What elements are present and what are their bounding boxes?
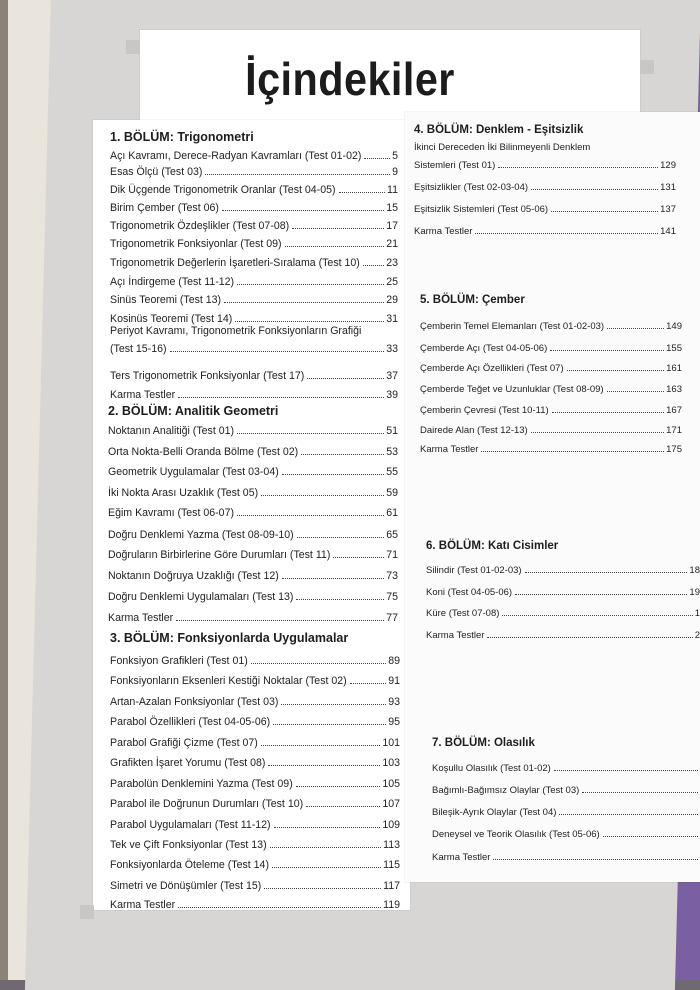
leader-dots xyxy=(264,888,381,889)
toc-entry xyxy=(110,757,400,769)
leader-dots xyxy=(531,432,664,433)
leader-dots xyxy=(170,351,385,352)
section-heading: 4. BÖLÜM: Denklem - Eşitsizlik xyxy=(414,124,584,136)
toc-entry-label: Birim Çember (Test 06) xyxy=(110,202,219,214)
toc-entry-label: Açı Kavramı, Derece-Radyan Kavramları (Test 01-02) xyxy=(110,150,362,162)
toc-entry-label: Geometrik Uygulamalar (Test 03-04) xyxy=(108,466,279,478)
toc-entry xyxy=(432,829,700,840)
toc-page-number: 163 xyxy=(666,384,682,395)
leader-dots xyxy=(270,847,382,848)
toc-page-number: 149 xyxy=(666,321,682,332)
toc-entry xyxy=(414,182,676,193)
leader-dots xyxy=(350,683,387,684)
toc-entry xyxy=(110,819,400,831)
leader-dots xyxy=(237,515,384,516)
toc-entry-label: Karma Testler xyxy=(420,444,479,455)
toc-page-number: 53 xyxy=(386,446,398,458)
toc-page-number: 115 xyxy=(383,859,400,871)
leader-dots xyxy=(292,228,384,229)
leader-dots xyxy=(493,859,698,860)
toc-page-number: 119 xyxy=(383,899,400,911)
leader-dots xyxy=(285,246,385,247)
toc-entry-label: Esas Ölçü (Test 03) xyxy=(110,166,203,178)
section-heading: 1. BÖLÜM: Trigonometri xyxy=(110,130,254,144)
toc-page-number: 25 xyxy=(386,276,398,288)
toc-page-number: 75 xyxy=(386,591,398,603)
toc-entry-label: Trigonometrik Değerlerin İşaretleri-Sıralama (Test 10) xyxy=(110,257,360,269)
leader-dots xyxy=(261,495,384,496)
toc-page-number: 71 xyxy=(386,549,398,561)
section-heading: 2. BÖLÜM: Analitik Geometri xyxy=(108,404,279,418)
toc-entry-label: Karma Testler xyxy=(108,612,174,624)
toc-entry xyxy=(110,343,398,355)
leader-dots xyxy=(582,792,698,793)
toc-entry xyxy=(420,321,682,332)
section-heading: 6. BÖLÜM: Katı Cisimler xyxy=(426,540,559,552)
leader-dots xyxy=(559,814,698,815)
toc-entry xyxy=(108,446,398,458)
page-title: İçindekiler xyxy=(245,53,455,105)
toc-entry xyxy=(420,405,682,416)
toc-page-number: 161 xyxy=(666,363,682,374)
leader-dots xyxy=(531,189,658,190)
toc-entry-label: Bileşik-Ayrık Olaylar (Test 04) xyxy=(432,807,557,818)
toc-entry-label: Kosinüs Teoremi (Test 14) xyxy=(110,313,233,325)
toc-entry xyxy=(110,716,400,728)
leader-dots xyxy=(364,158,390,159)
toc-page-number: 65 xyxy=(386,529,398,541)
toc-entry-label: Fonksiyon Grafikleri (Test 01) xyxy=(110,655,248,667)
toc-entry xyxy=(108,466,398,478)
leader-dots xyxy=(603,836,698,837)
toc-entry-label: Parabol Uygulamaları (Test 11-12) xyxy=(110,819,271,831)
toc-entry xyxy=(420,384,682,395)
section-heading: 5. BÖLÜM: Çember xyxy=(420,294,525,306)
leader-dots xyxy=(550,350,664,351)
toc-entry-label: Çemberin Çevresi (Test 10-11) xyxy=(420,405,549,416)
toc-entry-label: Karma Testler xyxy=(414,226,473,237)
leader-dots xyxy=(515,594,687,595)
toc-entry xyxy=(110,166,398,178)
toc-entry-label: Noktanın Doğruya Uzaklığı (Test 12) xyxy=(108,570,279,582)
toc-entry xyxy=(426,630,700,641)
leader-dots xyxy=(306,806,380,807)
leader-dots xyxy=(498,167,658,168)
toc-entry-label: Çemberde Teğet ve Uzunluklar (Test 08-09) xyxy=(420,384,604,395)
toc-entry-label-line1: Periyot Kavramı, Trigonometrik Fonksiyonların Grafiği xyxy=(110,325,362,337)
leader-dots xyxy=(552,412,664,413)
toc-entry xyxy=(432,852,700,863)
toc-entry-label: Dik Üçgende Trigonometrik Oranlar (Test 04-05) xyxy=(110,184,336,196)
toc-page-number: 91 xyxy=(388,675,400,687)
toc-entry-label: Noktanın Analitiği (Test 01) xyxy=(108,425,235,437)
leader-dots xyxy=(281,704,386,705)
toc-entry-label: Simetri ve Dönüşümler (Test 15) xyxy=(110,880,262,892)
toc-page-number: 2 xyxy=(694,630,700,641)
leader-dots xyxy=(274,827,381,828)
toc-entry-label: Trigonometrik Özdeşlikler (Test 07-08) xyxy=(110,220,290,232)
leader-dots xyxy=(224,302,384,303)
toc-page-number: 141 xyxy=(660,226,676,237)
toc-entry-label-line1: İkinci Dereceden İki Bilinmeyenli Denklem xyxy=(414,142,591,153)
toc-entry-label: Grafikten İşaret Yorumu (Test 08) xyxy=(110,757,266,769)
toc-page-number: 117 xyxy=(383,880,400,892)
toc-entry xyxy=(110,798,400,810)
toc-entry-label: Silindir (Test 01-02-03) xyxy=(426,565,522,576)
leader-dots xyxy=(502,615,692,616)
toc-entry-label: Tek ve Çift Fonksiyonlar (Test 13) xyxy=(110,839,267,851)
toc-entry xyxy=(108,591,398,603)
toc-entry xyxy=(110,389,398,401)
toc-entry-label: Karma Testler xyxy=(432,852,491,863)
toc-entry xyxy=(110,257,398,269)
toc-page-number: 93 xyxy=(388,696,400,708)
toc-entry xyxy=(108,507,398,519)
leader-dots xyxy=(296,599,384,600)
toc-entry-label: Doğruların Birbirlerine Göre Durumları (Test 11) xyxy=(108,549,331,561)
toc-entry xyxy=(426,608,700,619)
toc-entry xyxy=(426,565,700,576)
leader-dots xyxy=(475,233,658,234)
toc-page-number: 137 xyxy=(660,204,676,215)
toc-page-number: 9 xyxy=(392,166,398,178)
leader-dots xyxy=(176,620,384,621)
toc-entry xyxy=(108,549,398,561)
leader-dots xyxy=(261,745,381,746)
toc-entry-label: Açı İndirgeme (Test 11-12) xyxy=(110,276,235,288)
toc-page-number: 129 xyxy=(660,160,676,171)
toc-entry xyxy=(110,294,398,306)
toc-entry-label: (Test 15-16) xyxy=(110,343,167,355)
leader-dots xyxy=(282,474,384,475)
toc-entry-label: Parabol Özellikleri (Test 04-05-06) xyxy=(110,716,271,728)
toc-page-number: 59 xyxy=(386,487,398,499)
toc-page-number: 175 xyxy=(666,444,682,455)
leader-dots xyxy=(282,578,384,579)
toc-entry xyxy=(110,839,400,851)
toc-entry-label: Ters Trigonometrik Fonksiyonlar (Test 17) xyxy=(110,370,305,382)
toc-page-number: 17 xyxy=(386,220,398,232)
toc-entry xyxy=(108,570,398,582)
toc-entry-label: Eşitsizlikler (Test 02-03-04) xyxy=(414,182,529,193)
leader-dots xyxy=(237,433,384,434)
toc-entry-label: Küre (Test 07-08) xyxy=(426,608,500,619)
toc-entry xyxy=(110,737,400,749)
toc-entry xyxy=(432,807,700,818)
toc-page-number: 167 xyxy=(666,405,682,416)
toc-entry xyxy=(110,859,400,871)
toc-entry xyxy=(110,276,398,288)
toc-entry-label: Doğru Denklemi Uygulamaları (Test 13) xyxy=(108,591,294,603)
toc-entry xyxy=(414,160,676,171)
toc-entry-label: Deneysel ve Teorik Olasılık (Test 05-06) xyxy=(432,829,600,840)
toc-page-number: 113 xyxy=(383,839,400,851)
toc-entry xyxy=(414,226,676,237)
toc-entry xyxy=(420,363,682,374)
corner-square xyxy=(80,905,94,919)
toc-page-number: 109 xyxy=(382,819,400,831)
toc-entry-label: Parabol ile Doğrunun Durumları (Test 10) xyxy=(110,798,304,810)
leader-dots xyxy=(363,265,384,266)
toc-page-number: 155 xyxy=(666,343,682,354)
toc-page-number: 18 xyxy=(689,565,700,576)
toc-entry xyxy=(110,655,400,667)
toc-entry-label: Sistemleri (Test 01) xyxy=(414,160,496,171)
toc-entry-label: Eşitsizlik Sistemleri (Test 05-06) xyxy=(414,204,549,215)
toc-entry-label: Parabolün Denklemini Yazma (Test 09) xyxy=(110,778,293,790)
toc-page-number: 131 xyxy=(660,182,676,193)
leader-dots xyxy=(222,210,384,211)
toc-entry-label: İki Nokta Arası Uzaklık (Test 05) xyxy=(108,487,259,499)
toc-entry-label: Koni (Test 04-05-06) xyxy=(426,587,513,598)
toc-entry-label: Çemberin Temel Elemanları (Test 01-02-03) xyxy=(420,321,605,332)
leader-dots xyxy=(551,211,658,212)
leader-dots xyxy=(487,637,692,638)
toc-entry xyxy=(110,899,400,911)
section-heading: 7. BÖLÜM: Olasılık xyxy=(432,737,535,749)
toc-entry xyxy=(110,202,398,214)
toc-entry-label: Orta Nokta-Belli Oranda Bölme (Test 02) xyxy=(108,446,299,458)
toc-entry xyxy=(110,880,400,892)
leader-dots xyxy=(178,907,381,908)
leader-dots xyxy=(525,572,688,573)
toc-entry-label: Parabol Grafiği Çizme (Test 07) xyxy=(110,737,258,749)
leader-dots xyxy=(607,391,665,392)
toc-page-number: 33 xyxy=(386,343,398,355)
leader-dots xyxy=(178,397,384,398)
toc-page-number: 29 xyxy=(386,294,398,306)
leader-dots xyxy=(273,724,386,725)
toc-entry xyxy=(108,529,398,541)
toc-page-number: 19 xyxy=(689,587,700,598)
toc-entry xyxy=(426,587,700,598)
toc-page-number: 5 xyxy=(392,150,398,162)
toc-page-number: 89 xyxy=(388,655,400,667)
toc-entry xyxy=(110,238,398,250)
leader-dots xyxy=(296,786,381,787)
leader-dots xyxy=(301,454,384,455)
leader-dots xyxy=(554,770,698,771)
toc-page-number: 15 xyxy=(386,202,398,214)
toc-entry-label: Karma Testler xyxy=(110,899,176,911)
toc-entry-label: Çemberde Açı Özellikleri (Test 07) xyxy=(420,363,564,374)
leader-dots xyxy=(268,765,380,766)
toc-page-number: 55 xyxy=(386,466,398,478)
toc-entry-label: Doğru Denklemi Yazma (Test 08-09-10) xyxy=(108,529,294,541)
toc-entry-label: Koşullu Olasılık (Test 01-02) xyxy=(432,763,551,774)
toc-entry xyxy=(108,612,398,624)
toc-page-number: 61 xyxy=(386,507,398,519)
toc-page-number: 73 xyxy=(386,570,398,582)
leader-dots xyxy=(297,537,385,538)
leader-dots xyxy=(333,557,384,558)
leader-dots xyxy=(235,321,384,322)
toc-entry xyxy=(108,487,398,499)
toc-entry xyxy=(432,785,700,796)
toc-page-number: 101 xyxy=(382,737,400,749)
leader-dots xyxy=(567,370,665,371)
toc-entry xyxy=(110,675,400,687)
toc-entry xyxy=(110,220,398,232)
toc-entry-label: Çemberde Açı (Test 04-05-06) xyxy=(420,343,548,354)
toc-page-number: 77 xyxy=(386,612,398,624)
toc-page-number: 39 xyxy=(386,389,398,401)
toc-entry xyxy=(414,204,676,215)
toc-entry-label: Eğim Kavramı (Test 06-07) xyxy=(108,507,234,519)
toc-page-number: 95 xyxy=(388,716,400,728)
toc-page-number: 171 xyxy=(666,425,682,436)
toc-entry-label: Dairede Alan (Test 12-13) xyxy=(420,425,528,436)
leader-dots xyxy=(307,378,384,379)
toc-page-number: 31 xyxy=(386,313,398,325)
leader-dots xyxy=(339,192,386,193)
leader-dots xyxy=(272,867,381,868)
toc-entry xyxy=(110,370,398,382)
toc-entry xyxy=(420,343,682,354)
toc-page-number: 37 xyxy=(386,370,398,382)
leader-dots xyxy=(607,328,664,329)
toc-entry-label: Fonksiyonların Eksenleri Kestiği Noktalar (Test 02) xyxy=(110,675,347,687)
toc-entry-label: Sinüs Teoremi (Test 13) xyxy=(110,294,222,306)
toc-page-number: 11 xyxy=(387,184,398,196)
toc-entry xyxy=(432,763,700,774)
toc-page-number: 21 xyxy=(386,238,398,250)
toc-entry-label: Bağımlı-Bağımsız Olaylar (Test 03) xyxy=(432,785,580,796)
toc-page-number: 107 xyxy=(382,798,400,810)
leader-dots xyxy=(481,451,664,452)
toc-page-number: 105 xyxy=(382,778,400,790)
toc-entry-label: Fonksiyonlarda Öteleme (Test 14) xyxy=(110,859,269,871)
toc-entry-label: Karma Testler xyxy=(110,389,176,401)
toc-entry-label: Artan-Azalan Fonksiyonlar (Test 03) xyxy=(110,696,279,708)
toc-entry-label: Trigonometrik Fonksiyonlar (Test 09) xyxy=(110,238,282,250)
leader-dots xyxy=(237,284,384,285)
toc-entry xyxy=(110,184,398,196)
toc-page-number: 51 xyxy=(386,425,398,437)
toc-entry xyxy=(110,150,398,162)
toc-entry xyxy=(108,425,398,437)
toc-entry xyxy=(420,444,682,455)
toc-page-number: 1 xyxy=(694,608,700,619)
section-heading: 3. BÖLÜM: Fonksiyonlarda Uygulamalar xyxy=(110,631,349,645)
toc-entry xyxy=(110,313,398,325)
toc-entry-label: Karma Testler xyxy=(426,630,485,641)
leader-dots xyxy=(205,174,390,175)
toc-page-number: 103 xyxy=(382,757,400,769)
toc-entry xyxy=(110,696,400,708)
toc-entry xyxy=(110,778,400,790)
leader-dots xyxy=(251,663,386,664)
toc-page-number: 23 xyxy=(386,257,398,269)
toc-entry xyxy=(420,425,682,436)
